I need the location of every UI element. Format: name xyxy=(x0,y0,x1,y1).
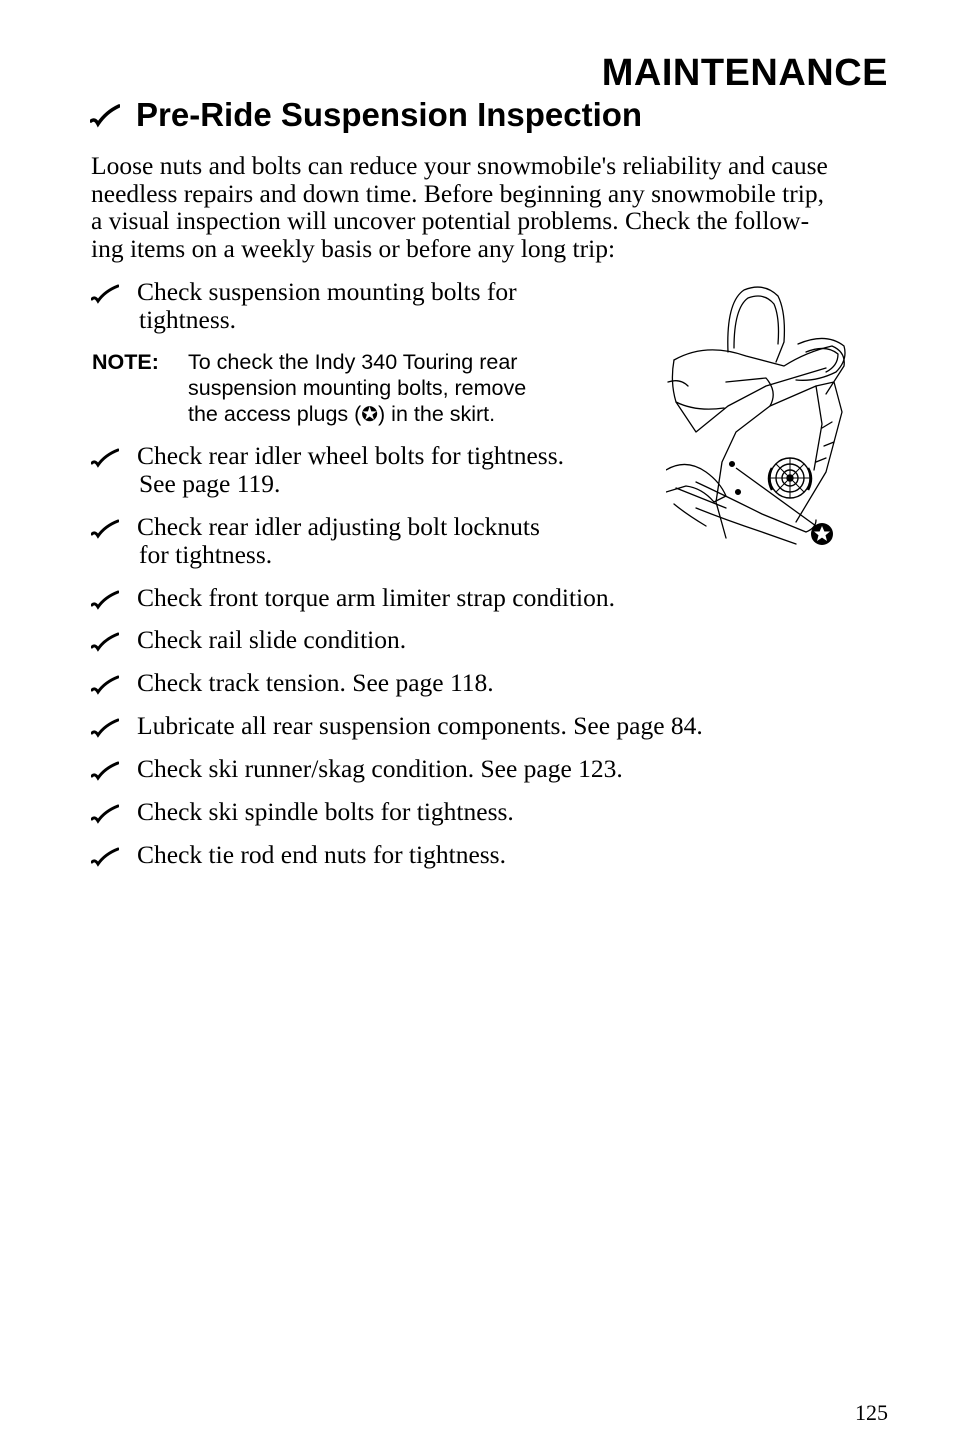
checklist-item-text: Check ski spindle bolts for tightness. xyxy=(137,797,514,826)
checkmark-icon xyxy=(91,675,119,697)
tunnel-line xyxy=(676,402,724,409)
idler-wheel xyxy=(769,458,811,498)
checkmark-icon xyxy=(91,847,119,869)
checklist-item xyxy=(91,626,406,654)
checklist-item xyxy=(91,712,703,740)
intro-line: needless repairs and down time. Before beginning any snowmobile trip, xyxy=(91,178,824,208)
note-line: suspension mounting bolts, remove xyxy=(188,376,527,400)
tunnel-line-2 xyxy=(668,381,688,386)
intro-paragraph xyxy=(91,152,891,262)
checklist-item xyxy=(91,669,494,697)
checklist-item-text: See page 119. xyxy=(139,469,281,498)
note-line: To check the Indy 340 Touring rear xyxy=(188,350,518,374)
checklist-item xyxy=(91,584,615,612)
note-text: the access plugs ( xyxy=(188,402,362,426)
checklist-item-text: Check tie rod end nuts for tightness. xyxy=(137,840,506,869)
heading-title: Pre-Ride Suspension Inspection xyxy=(136,96,643,133)
checklist-item-text: Check front torque arm limiter strap condition. xyxy=(137,583,616,612)
backrest-outline xyxy=(728,287,785,362)
checklist-item xyxy=(91,442,564,498)
checkmark-icon xyxy=(91,448,119,470)
snowmobile-rear-suspension-illustration xyxy=(666,282,846,550)
checkmark-icon xyxy=(91,718,119,740)
checkmark-icon xyxy=(91,519,119,541)
checkmark-icon xyxy=(90,104,120,130)
note-line xyxy=(188,401,632,428)
access-plug xyxy=(730,462,735,467)
checklist-item xyxy=(91,513,540,569)
intro-line: a visual inspection will uncover potential problems. Check the follow- xyxy=(91,206,810,235)
backrest-inner xyxy=(734,296,779,348)
heading xyxy=(90,96,642,134)
checklist-item-text: Check ski runner/skag condition. See page 123. xyxy=(137,754,623,783)
note-label: NOTE: xyxy=(92,350,159,374)
checklist-item xyxy=(91,798,514,826)
checklist-item-text: Check suspension mounting bolts for xyxy=(137,277,517,306)
access-plug xyxy=(736,490,741,495)
rail-line-2 xyxy=(674,504,706,526)
checklist-item xyxy=(91,278,517,334)
section-title: MAINTENANCE xyxy=(601,52,888,94)
checkmark-icon xyxy=(91,804,119,826)
checklist-item-text: for tightness. xyxy=(139,540,273,569)
note-text: ) in the skirt. xyxy=(378,402,496,426)
page-number: 125 xyxy=(855,1400,888,1425)
checklist-item-text: Check rear idler adjusting bolt locknuts xyxy=(137,512,540,541)
star-callout-icon: ✪ xyxy=(361,404,379,426)
note xyxy=(92,349,632,428)
checklist-item-text: tightness. xyxy=(139,305,237,334)
checkmark-icon xyxy=(91,284,119,306)
intro-line: ing items on a weekly basis or before any long trip: xyxy=(91,233,616,263)
checklist-item-text: Check track tension. See page 118. xyxy=(137,668,494,697)
track-lower xyxy=(696,508,796,544)
checkmark-icon xyxy=(91,761,119,783)
intro-line: Loose nuts and bolts can reduce your snowmobile's reliability and cause xyxy=(91,151,828,180)
skirt-outline xyxy=(716,378,773,538)
checkmark-icon xyxy=(91,632,119,654)
skirt-fold xyxy=(814,386,822,470)
checklist-item xyxy=(91,755,623,783)
checklist-item-text: Check rail slide condition. xyxy=(137,625,407,654)
star-callout-icon xyxy=(811,523,833,545)
checkmark-icon xyxy=(91,590,119,612)
checklist-item xyxy=(91,841,506,869)
checklist-item-text: Check rear idler wheel bolts for tightness. xyxy=(137,441,565,470)
checklist-item-text: Lubricate all rear suspension components. See page 84. xyxy=(137,711,703,740)
